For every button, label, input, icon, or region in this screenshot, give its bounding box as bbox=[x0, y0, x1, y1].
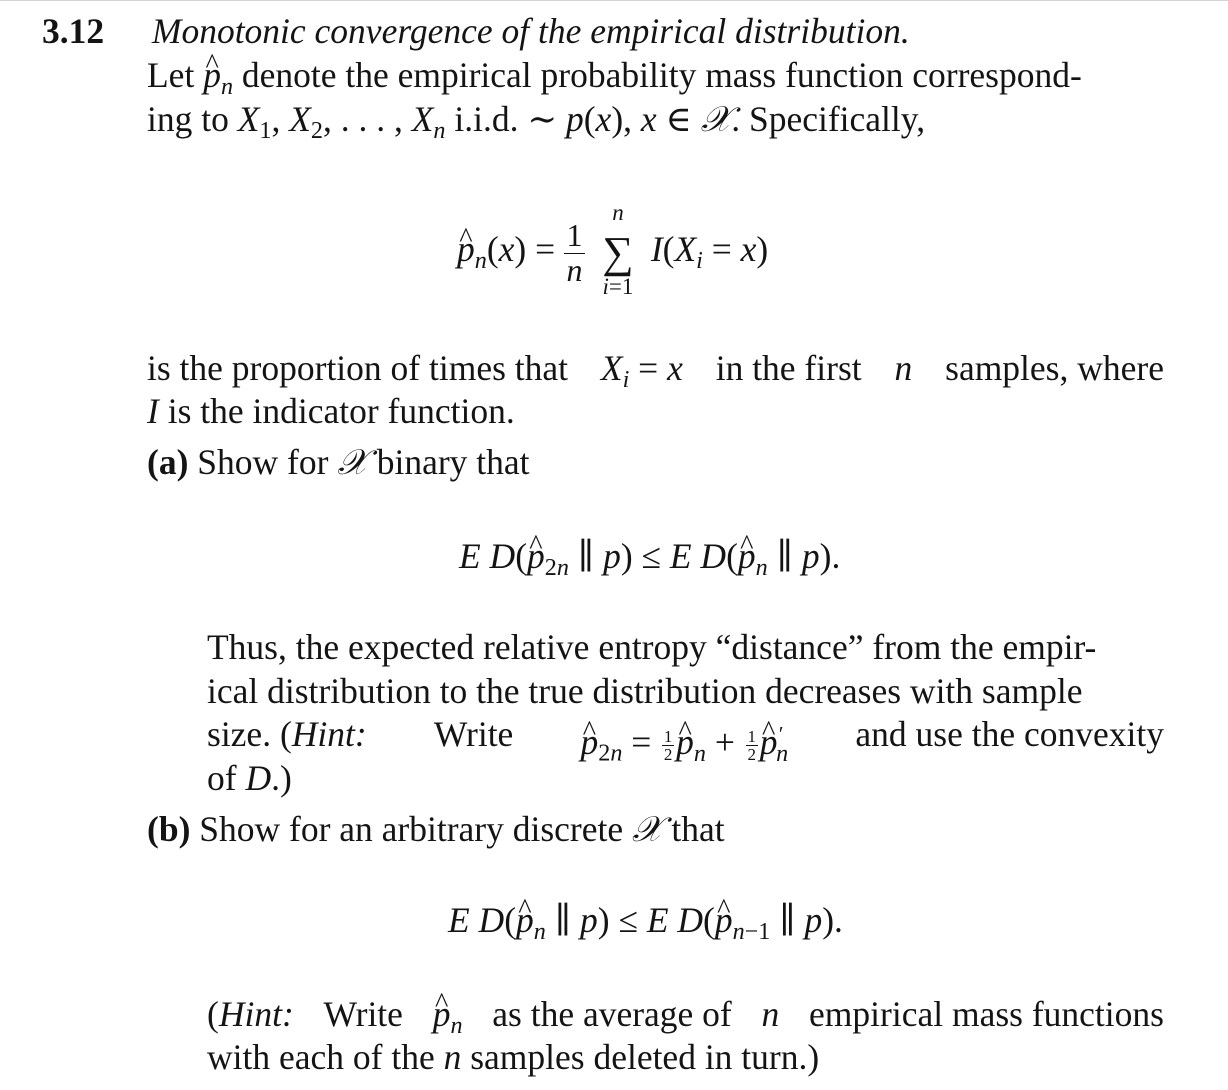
problem-title: Monotonic convergence of the empirical distribution. bbox=[151, 11, 910, 51]
definition-line-1: is the proportion of times that $X_i = x$ in the first n samples, where bbox=[147, 348, 1164, 393]
part-a-text-4: of D.) bbox=[207, 758, 292, 798]
problem-number: 3.12 bbox=[42, 11, 105, 51]
top-rule bbox=[0, 0, 1228, 1]
part-b-hint-2: with each of the n samples deleted in turn.) bbox=[207, 1037, 820, 1077]
part-b-prompt: (b) Show for an arbitrary discrete 𝒳 that bbox=[147, 809, 725, 850]
part-a-inequality: E D(^ $p_{2n}$ ∥ p) ≤ E D(^ $p_n$ ∥ p). bbox=[459, 534, 840, 578]
intro-line-1: Let ^ $p_n$ denote the empirical probability mass function correspond- bbox=[147, 53, 1082, 97]
part-a-prompt: (a) Show for 𝒳 binary that bbox=[147, 442, 530, 483]
definition-line-2: I is the indicator function. bbox=[147, 391, 515, 431]
problem-heading bbox=[42, 9, 910, 53]
part-a-text-1: Thus, the expected relative entropy “distance” from the empir- bbox=[207, 627, 1097, 667]
part-b-label: (b) bbox=[147, 809, 191, 849]
part-a-label: (a) bbox=[147, 442, 189, 482]
part-a-text-3: size. (Hint: Write ^ $p_{2n}$ = $\frac{1}{2}$ ^ $p_n$ + $\frac{1}{2}$ ^ $p'_n$ and use the convexity bbox=[207, 712, 1164, 764]
part-b-hint-1: (Hint: Write ^ $p_n$ as the average of n empirical mass functions bbox=[207, 992, 1164, 1036]
empirical-pmf-equation: ^ $p_n(x)$ = $\frac{1}{n}$ n ∑ i=1 $I(X_i = x)$ bbox=[457, 219, 768, 287]
part-a-text-2: ical distribution to the true distribution decreases with sample bbox=[207, 671, 1083, 711]
part-b-inequality: E D(^ $p_n$ ∥ p) ≤ E D(^ $p_{n-1}$ ∥ p). bbox=[448, 898, 843, 942]
intro-line-2: ing to $X_1$, $X_2$, . . . , $X_n$ i.i.d. ∼ p(x), x ∈ 𝒳. Specifically, bbox=[147, 99, 926, 144]
